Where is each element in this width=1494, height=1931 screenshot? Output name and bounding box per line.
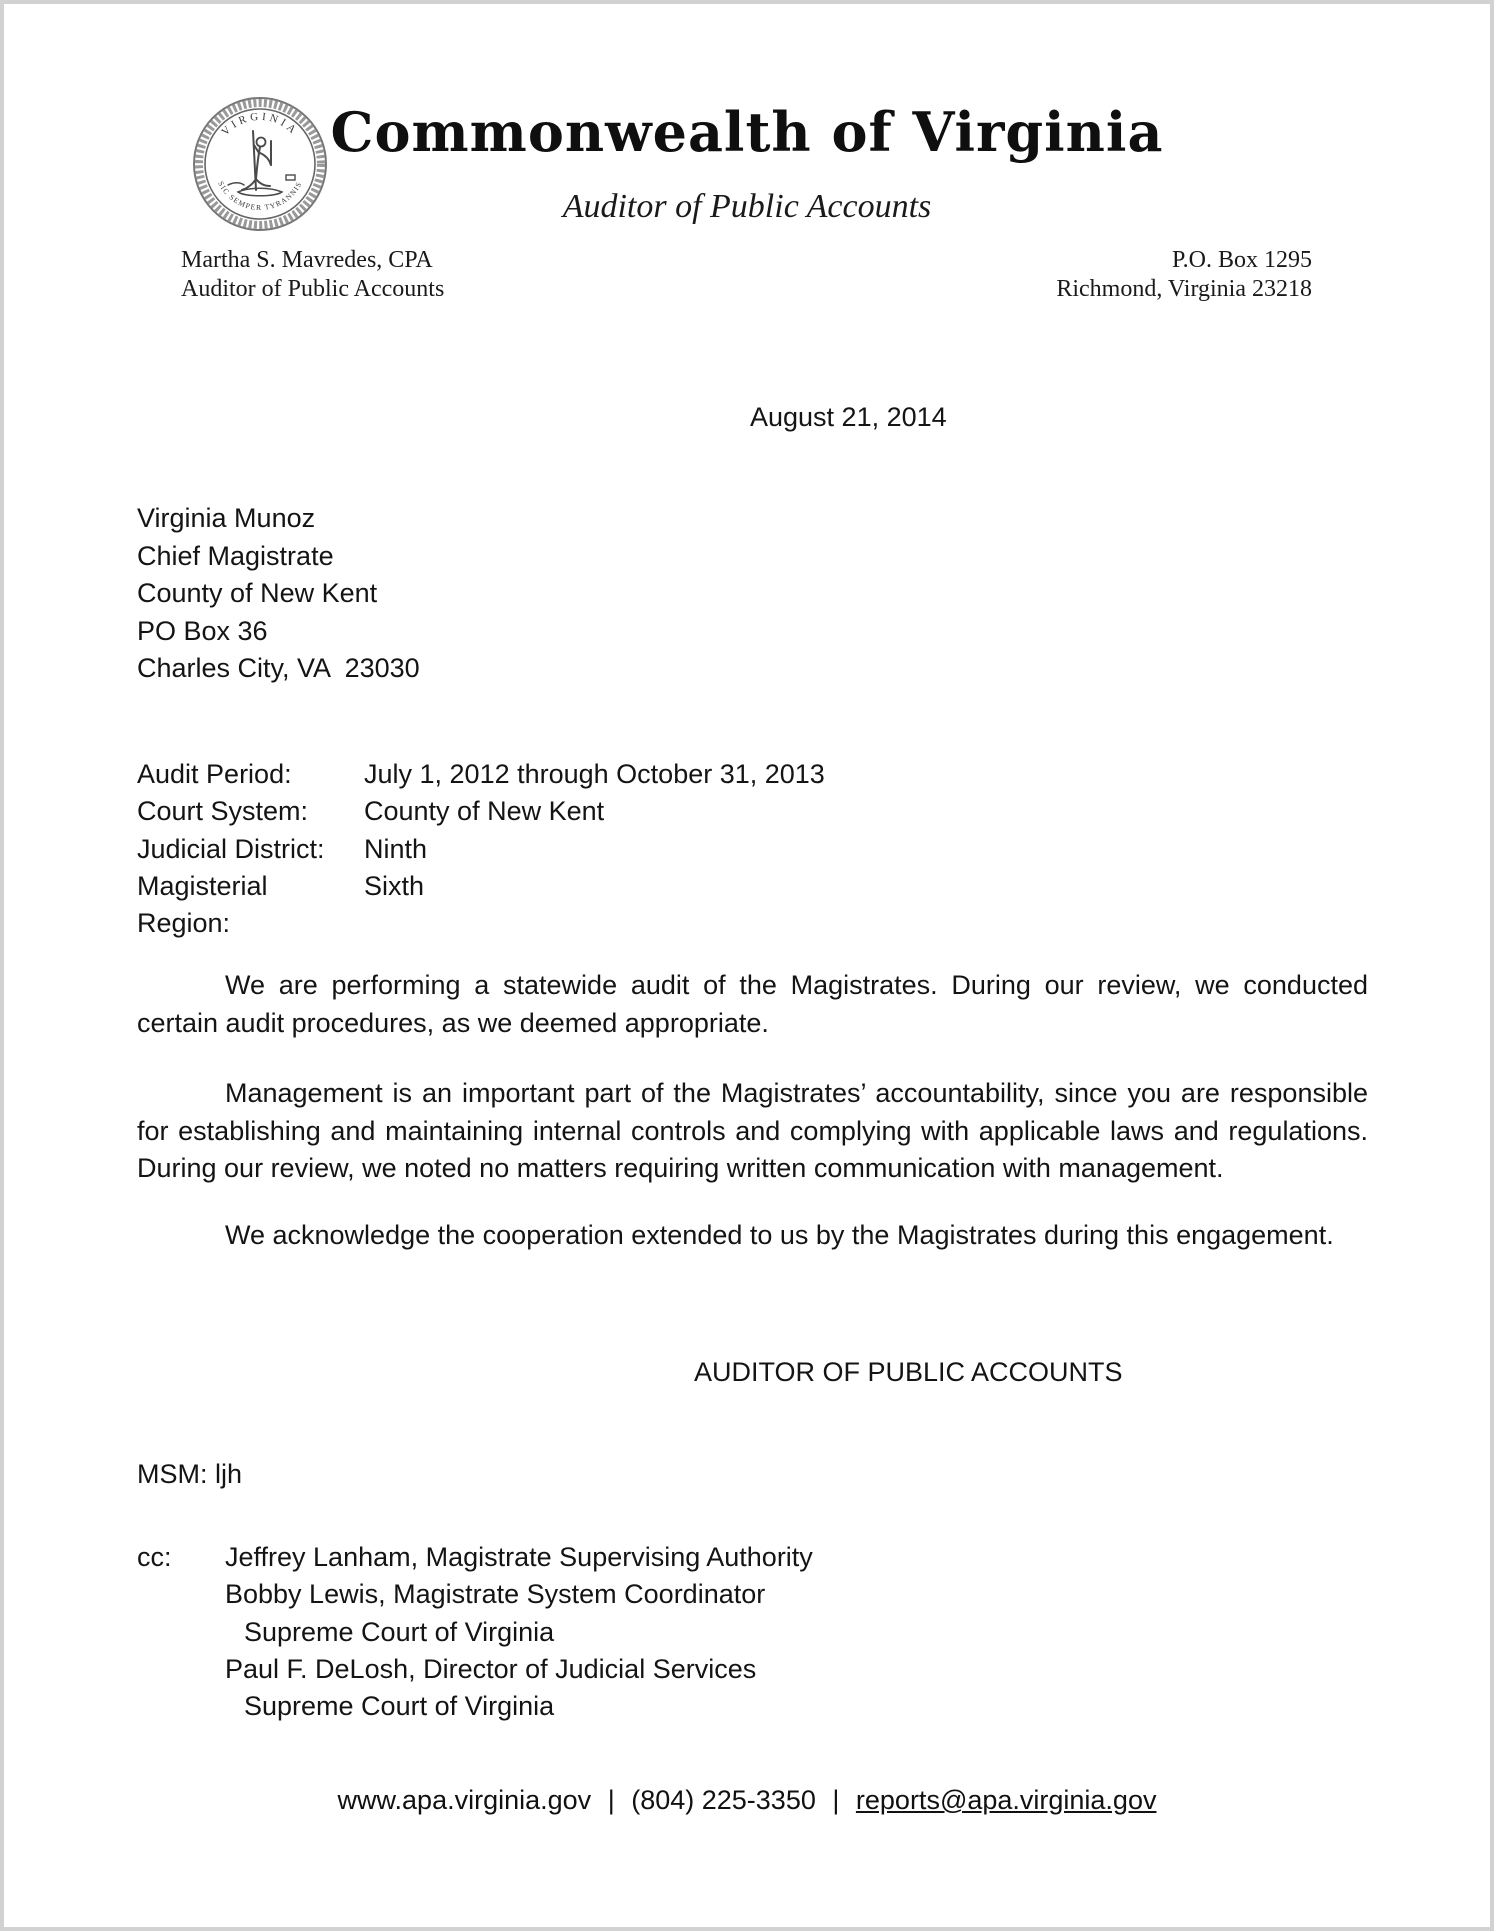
seal-top-text: VIRGINIA [219, 110, 301, 139]
body-paragraph-2: Management is an important part of the Magistrates’ accountability, since you are responsible for establishing and maintaining internal controls and complying with applicable laws and regulations. During our review, we noted no matters requiring written communication with management. [137, 1078, 1368, 1183]
footer-email-link[interactable]: reports@apa.virginia.gov [855, 1785, 1157, 1815]
recipient-name: Virginia Munoz [137, 503, 316, 533]
signature-organization: AUDITOR OF PUBLIC ACCOUNTS [694, 1357, 1123, 1387]
cc-recipient-org: Supreme Court of Virginia [244, 1616, 555, 1647]
cc-list [225, 1539, 813, 1725]
office-address-block [1056, 246, 1312, 304]
org-title: Commonwealth of Virginia [330, 100, 1164, 164]
detail-label: Audit Period: [137, 759, 292, 789]
recipient-title: Chief Magistrate [137, 540, 334, 571]
detail-value: Ninth [364, 833, 428, 864]
detail-row-magisterial-region [137, 868, 825, 943]
cc-block [137, 1539, 813, 1725]
detail-label: Magisterial Region: [137, 870, 268, 939]
detail-row-audit-period [137, 756, 825, 793]
detail-value: County of New Kent [364, 796, 605, 827]
recipient-org: County of New Kent [137, 578, 378, 608]
footer-separator: | [832, 1785, 840, 1815]
recipient-po-box: PO Box 36 [137, 615, 268, 646]
detail-row-court-system [137, 793, 825, 830]
audit-details-block [137, 756, 825, 942]
detail-value: July 1, 2012 through October 31, 2013 [364, 759, 825, 789]
cc-recipient: Paul F. DeLosh, Director of Judicial Services [225, 1653, 757, 1684]
body-paragraph-3: We acknowledge the cooperation extended to us by the Magistrates during this engagement. [225, 1220, 1334, 1250]
auditor-name: Martha S. Mavredes, CPA [181, 247, 433, 273]
cc-recipient: Bobby Lewis, Magistrate System Coordinator [225, 1579, 766, 1610]
cc-label: cc: [137, 1542, 172, 1572]
detail-row-judicial-district [137, 831, 825, 868]
detail-label: Court System: [137, 796, 309, 827]
auditor-title: Auditor of Public Accounts [181, 276, 445, 302]
detail-label: Judicial District: [137, 833, 325, 864]
footer-phone: (804) 225-3350 [631, 1785, 816, 1815]
po-box: P.O. Box 1295 [1171, 247, 1312, 273]
cc-recipient-org: Supreme Court of Virginia [244, 1691, 555, 1722]
seal-bottom-text: SIC SEMPER TYRANNIS [216, 179, 304, 213]
city-state-zip: Richmond, Virginia 23218 [1056, 276, 1312, 302]
reference-initials: MSM: ljh [137, 1459, 243, 1489]
org-subtitle: Auditor of Public Accounts [562, 188, 932, 225]
body-paragraph-1: We are performing a statewide audit of the Magistrates. During our review, we conducted certain audit procedures, as we deemed appropriate. [137, 970, 1368, 1038]
footer-website: www.apa.virginia.gov [337, 1785, 592, 1815]
footer-contact-line [4, 1785, 1490, 1816]
recipient-city-zip: Charles City, VA 23030 [137, 653, 420, 683]
recipient-address-block [137, 500, 420, 688]
footer-separator: | [607, 1785, 615, 1815]
auditor-name-block [181, 246, 444, 304]
letter-date: August 21, 2014 [750, 402, 947, 432]
detail-value: Sixth [364, 870, 425, 901]
cc-recipient: Jeffrey Lanham, Magistrate Supervising Authority [225, 1542, 813, 1572]
